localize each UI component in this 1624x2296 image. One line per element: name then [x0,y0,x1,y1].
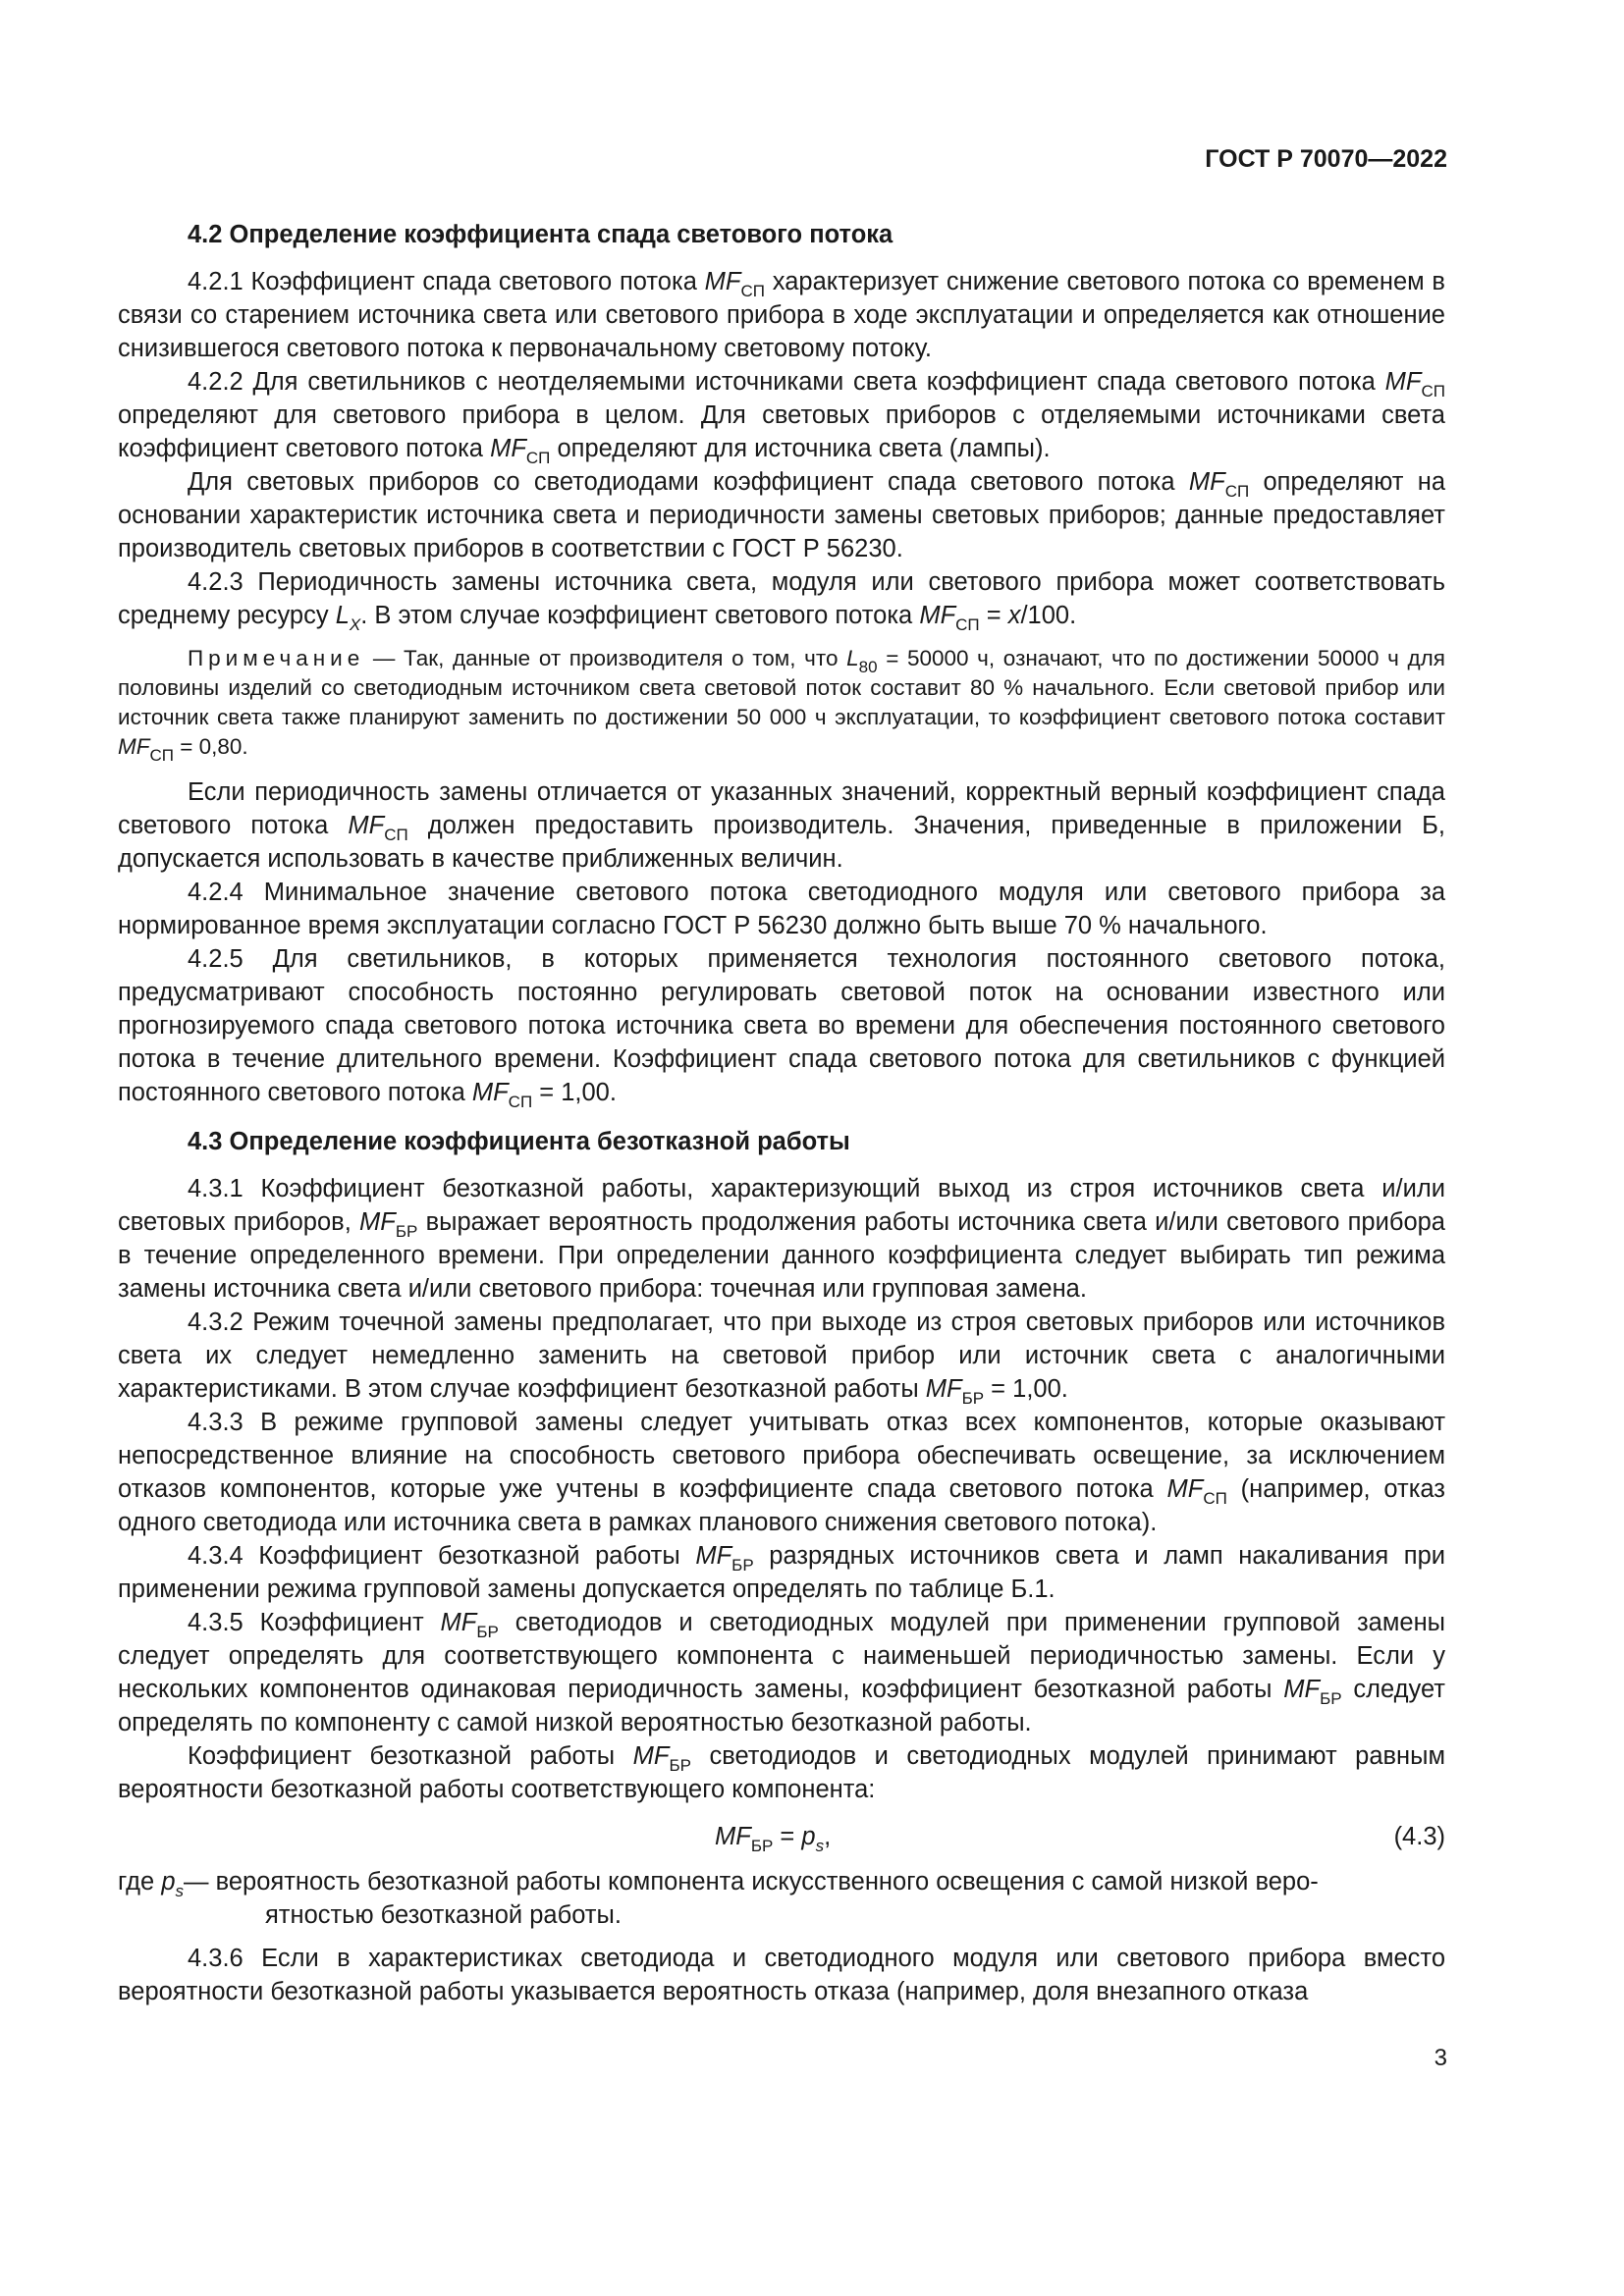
paragraph-4-3-3: 4.3.3 В режиме групповой замены следует учитывать отказ всех компонентов, которые оказывают непосредственное влияние на способность светового прибора обеспечивать освещение, за исключением отказов компонентов, которые уже учтены в коэффициенте спада светового потока $MF_{СП}$ (например, отказ одного светодиода или источника света в рамках планового снижения светового потока). [118,1409,1445,1536]
note-paragraph: Примечание — Так, данные от производителя о том, что $L_{80} = 50000$ ч, означают, что по достижении 50000 ч для половины изделий со светодиодным источником света световой поток составит 80 % начального. Если световой прибор или источник света также планируют заменить по достижении 50 000 ч эксплуатации, то коэффициент светового потока составит $MF_{СП} = 0,80$. [118,646,1445,765]
document-body [118,218,1445,2008]
symbol-l: L [335,602,350,629]
paragraph-led-reliability: Коэффициент безотказной работы $MF_{БР}$ светодиодов и светодиодных модулей принимают равным вероятности безотказной работы соответствующего компонента: [118,1742,1445,1803]
symbol-mf: MF [348,812,385,839]
symbol-x: x [1007,602,1021,629]
symbol-mf: MF [471,1079,509,1106]
symbol-mf: MF [490,435,526,462]
symbol-mf: MF [440,1609,477,1636]
formula-4-3 [118,1816,1445,1857]
paragraph-4-3-2: 4.3.2 Режим точечной замены предполагает, что при выходе из строя световых приборов или источников света их следует немедленно заменить на световой прибор или источник света с аналогичными характеристиками. В этом случае коэффициент безотказной работы $MF_{БР} = 1,00$. [118,1308,1445,1408]
paragraph-4-3-6: 4.3.6 Если в характеристиках светодиода и светодиодного модуля или светового прибора вместо вероятности безотказной работы указывается вероятность отказа (например, доля внезапного отказа [118,1945,1445,2005]
symbol-mf: MF [632,1742,670,1770]
paragraph-4-3-4: 4.3.4 Коэффициент безотказной работы $MF_{БР}$ разрядных источников света и ламп накаливания при применении режима групповой замены допускается определять по таблице Б.1. [118,1542,1446,1603]
paragraph-4-2-2: 4.2.2 Для светильников с неотделяемыми источниками света коэффициент спада светового потока $MF_{СП}$ определяют для светового прибора в целом. Для световых приборов с отделяемыми источниками света коэффициент светового потока $MF_{СП}$ определяют для источника света (лампы). [118,368,1445,467]
symbol-mf: MF [359,1208,396,1236]
symbol-mf: MF [118,734,150,759]
symbol-mf: MF [1283,1676,1321,1703]
symbol-mf: MF [704,268,741,295]
symbol-mf: MF [1166,1475,1204,1503]
formula-expression: $MF_{БР} = p_s$, [715,1823,832,1855]
paragraph-replacement-period: Если периодичность замены отличается от указанных значений, корректный верный коэффициент спада светового потока $MF_{СП}$ должен предоставить производитель. Значения, приведенные в приложении Б, допускается использовать в качестве приближенных величин. [118,778,1446,873]
paragraph-4-2-3: 4.2.3 Периодичность замены источника света, модуля или светового прибора может соответствовать среднему ресурсу $L_X$. В этом случае коэффициент светового потока $MF_{СП} = x/100$. [118,568,1445,634]
symbol-mf: MF [695,1542,732,1570]
symbol-mf: MF [1384,368,1422,396]
section-heading-4-3: 4.3 Определение коэффициента безотказной работы [188,1128,850,1155]
note-label: Примечание [188,646,365,670]
paragraph-4-3-5: 4.3.5 Коэффициент $MF_{БР}$ светодиодов и светодиодных модулей при применении групповой замены следует определять для соответствующего компонента с наименьшей периодичностью замены. Если у нескольких компонентов одинаковая периодичность замены, коэффициент безотказной работы $MF_{БР}$ следует определять по компоненту с самой низкой вероятностью безотказной работы. [118,1609,1445,1736]
section-heading-4-2: 4.2 Определение коэффициента спада светового потока [188,221,893,248]
symbol-mf: MF [919,602,956,629]
symbol-mf: MF [1188,468,1225,496]
formula-number: (4.3) [1393,1823,1445,1850]
symbol-l: L [846,646,859,670]
paragraph-4-2-1: 4.2.1 Коэффициент спада светового потока $MF_{СП}$ характеризует снижение светового потока со временем в связи со старением источника света или светового прибора в ходе эксплуатации и определяется как отношение снизившегося светового потока к первоначальному световому потоку. [118,268,1445,362]
paragraph-4-3-1: 4.3.1 Коэффициент безотказной работы, характеризующий выход из строя источников света и/или световых приборов, $MF_{БР}$ выражает вероятность продолжения работы источника света и/или светового прибора в течение определенного времени. При определении данного коэффициента следует выбирать тип режима замены источника света и/или светового прибора: точечная или групповая замена. [118,1175,1445,1303]
document-id-header: ГОСТ Р 70070—2022 [1205,145,1447,173]
page-number: 3 [1434,2045,1447,2071]
formula-explanation: где $p_s—$ вероятность безотказной работы компонента искусственного освещения с самой низкой веро- [118,1868,1319,1900]
paragraph-led-devices: Для световых приборов со светодиодами коэффициент спада светового потока $MF_{СП}$ определяют на основании характеристик источника света и периодичности замены световых приборов; данные предоставляет производитель световых приборов в соответствии с ГОСТ Р 56230. [118,468,1445,562]
formula-explanation-continued: ятностью безотказной работы. [265,1901,622,1929]
paragraph-4-2-5: 4.2.5 Для светильников, в которых применяется технология постоянного светового потока, предусматривают способность постоянно регулировать световой поток на основании известного или прогнозируемого спада светового потока источника света во времени для обеспечения постоянного светового потока в течение длительного времени. Коэффициент спада светового потока для светильников с функцией постоянного светового потока $MF_{СП} = 1,00$. [118,945,1445,1111]
paragraph-4-2-4: 4.2.4 Минимальное значение светового потока светодиодного модуля или светового прибора за нормированное время эксплуатации согласно ГОСТ Р 56230 должно быть выше 70 % начального. [118,879,1445,939]
symbol-mf: MF [925,1375,962,1403]
